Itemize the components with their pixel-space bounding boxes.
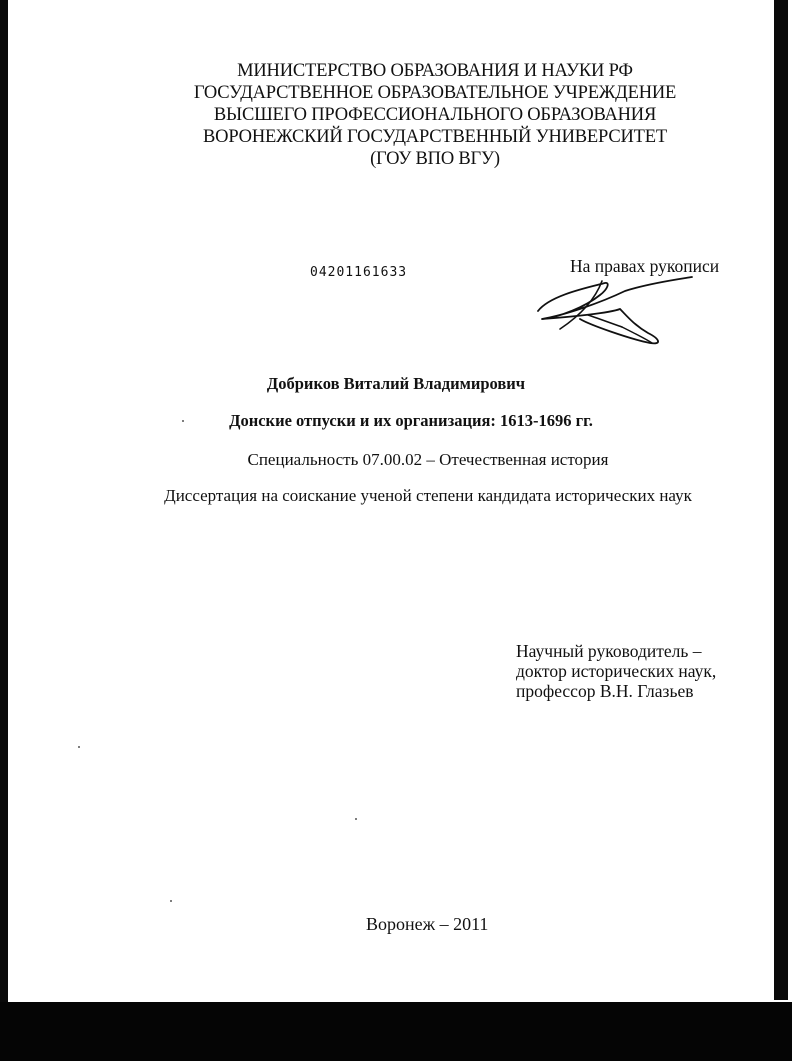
specialty: Специальность 07.00.02 – Отечественная история [247, 450, 609, 469]
manuscript-rights-note: На правах рукописи [570, 256, 720, 276]
header-line-abbreviation: (ГОУ ВПО ВГУ) [370, 149, 500, 169]
city-year: Воронеж – 2011 [366, 914, 489, 934]
header-line-higher-education: ВЫСШЕГО ПРОФЕССИОНАЛЬНОГО ОБРАЗОВАНИЯ [213, 105, 657, 125]
catalog-number: 04201161633 [310, 265, 408, 280]
header-line-university: ВОРОНЕЖСКИЙ ГОСУДАРСТВЕННЫЙ УНИВЕРСИТЕТ [203, 127, 667, 147]
header-line-ministry: МИНИСТЕРСТВО ОБРАЗОВАНИЯ И НАУКИ РФ [237, 61, 633, 81]
author-name: Добриков Виталий Владимирович [266, 374, 526, 393]
scan-speck [78, 746, 80, 748]
institution-header [140, 60, 730, 170]
scan-speck [355, 818, 357, 820]
scan-edge-left [0, 0, 8, 1061]
supervisor-name: профессор В.Н. Глазьев [516, 681, 694, 701]
supervisor-role: Научный руководитель – [516, 641, 702, 661]
scan-edge-bottom [0, 1002, 792, 1061]
supervisor-degree: доктор исторических наук, [516, 661, 717, 681]
scan-edge-right [770, 0, 792, 1061]
handwritten-signature [530, 273, 710, 353]
dissertation-title: Донские отпуски и их организация: 1613-1696 гг. [229, 411, 593, 430]
scan-speck [182, 420, 184, 422]
scan-speck [170, 900, 172, 902]
degree-statement: Диссертация на соискание ученой степени кандидата исторических наук [164, 486, 692, 505]
supervisor-block [516, 641, 716, 701]
header-line-state-institution: ГОСУДАРСТВЕННОЕ ОБРАЗОВАТЕЛЬНОЕ УЧРЕЖДЕНИЕ [193, 83, 677, 103]
